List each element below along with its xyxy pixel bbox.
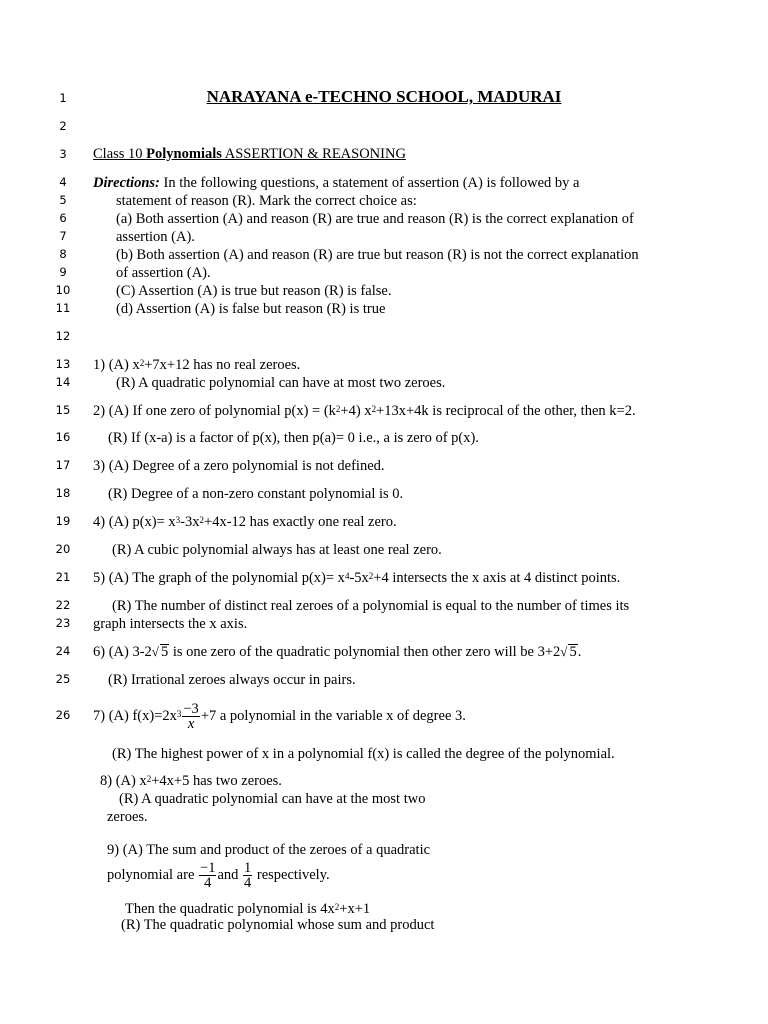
line-number: 4 — [59, 175, 67, 189]
choice-a: (a) Both assertion (A) and reason (R) are true and reason (R) is the correct explanation of — [116, 211, 634, 227]
choice-a-cont: assertion (A). — [116, 229, 195, 245]
line-number: 13 — [55, 357, 71, 371]
line-number: 18 — [55, 486, 71, 500]
directions-label: Directions: — [93, 175, 160, 191]
q9-assertion-cont: polynomial are $\frac{-1}{4}$ and $\frac{1}{4}$ respectively. — [107, 860, 330, 892]
q1-assertion: 1) (A) $x^2+7x+12$ has no real zeroes. — [93, 357, 301, 373]
line-number: 22 — [55, 598, 71, 612]
line-number: 9 — [59, 265, 67, 279]
line-number: 20 — [55, 542, 71, 556]
q2-reason: (R) If (x-a) is a factor of p(x), then p(a)= 0 i.e., a is zero of p(x). — [108, 430, 479, 446]
q9-assertion: 9) (A) The sum and product of the zeroes of a quadratic — [107, 842, 431, 858]
choice-b: (b) Both assertion (A) and reason (R) are true but reason (R) is not the correct explanation — [116, 247, 639, 263]
q8-reason: (R) A quadratic polynomial can have at the most two — [119, 791, 426, 807]
choice-d: (d) Assertion (A) is false but reason (R) is true — [116, 301, 386, 317]
line-number: 16 — [55, 430, 71, 444]
q9-assertion-result: Then the quadratic polynomial is $4x^2+x+1$ — [125, 901, 371, 917]
q1-reason: (R) A quadratic polynomial can have at most two zeroes. — [116, 375, 446, 391]
line-number: 26 — [55, 708, 71, 722]
subtitle-type: ASSERTION & REASONING — [221, 146, 406, 162]
q5-reason: (R) The number of distinct real zeroes of a polynomial is equal to the number of times its — [112, 598, 630, 614]
sqrt-5: 5 — [160, 644, 169, 660]
q9-reason: (R) The quadratic polynomial whose sum and product — [121, 917, 435, 933]
line-number: 17 — [55, 458, 71, 472]
line-number: 15 — [55, 403, 71, 417]
q2-assertion: 2) (A) If one zero of polynomial $p(x) = (k^2+4)$ $x^2+13x+4k$ is reciprocal of the other, then k=2. — [93, 403, 636, 419]
line-number: 2 — [59, 119, 67, 133]
fraction: $\frac{-3}{x}$ — [183, 701, 199, 733]
q7-reason: (R) The highest power of x in a polynomial f(x) is called the degree of the polynomial. — [112, 746, 615, 762]
q6-assertion: 6) (A) 3-2√ 5 is one zero of the quadratic polynomial then other zero will be 3+2√ 5. — [93, 644, 582, 660]
directions-line: statement of reason (R). Mark the correct choice as: — [116, 193, 417, 209]
fraction: $\frac{-1}{4}$ — [200, 860, 216, 892]
line-number: 6 — [59, 211, 67, 225]
subtitle-topic: Polynomials — [146, 146, 222, 162]
line-number: 5 — [59, 193, 67, 207]
q5-assertion: 5) (A) The graph of the polynomial $p(x)= x^4-5x^2+4$ intersects the x axis at 4 distinct points. — [93, 570, 621, 586]
line-number: 14 — [55, 375, 71, 389]
directions-line: Directions: In the following questions, a statement of assertion (A) is followed by a — [93, 175, 580, 191]
choice-c: (C) Assertion (A) is true but reason (R) is false. — [116, 283, 392, 299]
page-subtitle — [93, 145, 406, 163]
fraction: $\frac{1}{4}$ — [244, 860, 252, 892]
line-number: 12 — [55, 329, 71, 343]
line-number: 1 — [59, 91, 67, 105]
line-number: 23 — [55, 616, 71, 630]
line-number: 8 — [59, 247, 67, 261]
sqrt-5: 5 — [569, 644, 577, 660]
q8-reason-cont: zeroes. — [107, 809, 148, 825]
line-number: 11 — [55, 301, 71, 315]
subtitle-class: Class 10 — [93, 146, 147, 162]
line-number: 21 — [55, 570, 71, 584]
line-number: 24 — [55, 644, 71, 658]
q3-reason: (R) Degree of a non-zero constant polynomial is 0. — [108, 486, 404, 502]
q6-reason: (R) Irrational zeroes always occur in pairs. — [108, 672, 356, 688]
line-number: 7 — [59, 229, 67, 243]
q4-reason: (R) A cubic polynomial always has at least one real zero. — [112, 542, 442, 558]
line-number: 19 — [55, 514, 71, 528]
q7-assertion: 7) (A) $f(x)=2x^3$ $\frac{-3}{x}$ +7 a polynomial in the variable x of degree 3. — [93, 701, 466, 733]
q4-assertion: 4) (A) $p(x)= x^3-3x^2+4x-12$ has exactly one real zero. — [93, 514, 397, 530]
choice-b-cont: of assertion (A). — [116, 265, 211, 281]
q5-reason-cont: graph intersects the x axis. — [93, 616, 248, 632]
page-title: NARAYANA e-TECHNO SCHOOL, MADURAI — [206, 87, 562, 106]
line-number: 10 — [55, 283, 71, 297]
line-number: 3 — [59, 147, 67, 161]
q8-assertion: 8) (A) $x^2+4x+5$ has two zeroes. — [100, 773, 282, 789]
q3-assertion: 3) (A) Degree of a zero polynomial is not defined. — [93, 458, 385, 474]
line-number: 25 — [55, 672, 71, 686]
